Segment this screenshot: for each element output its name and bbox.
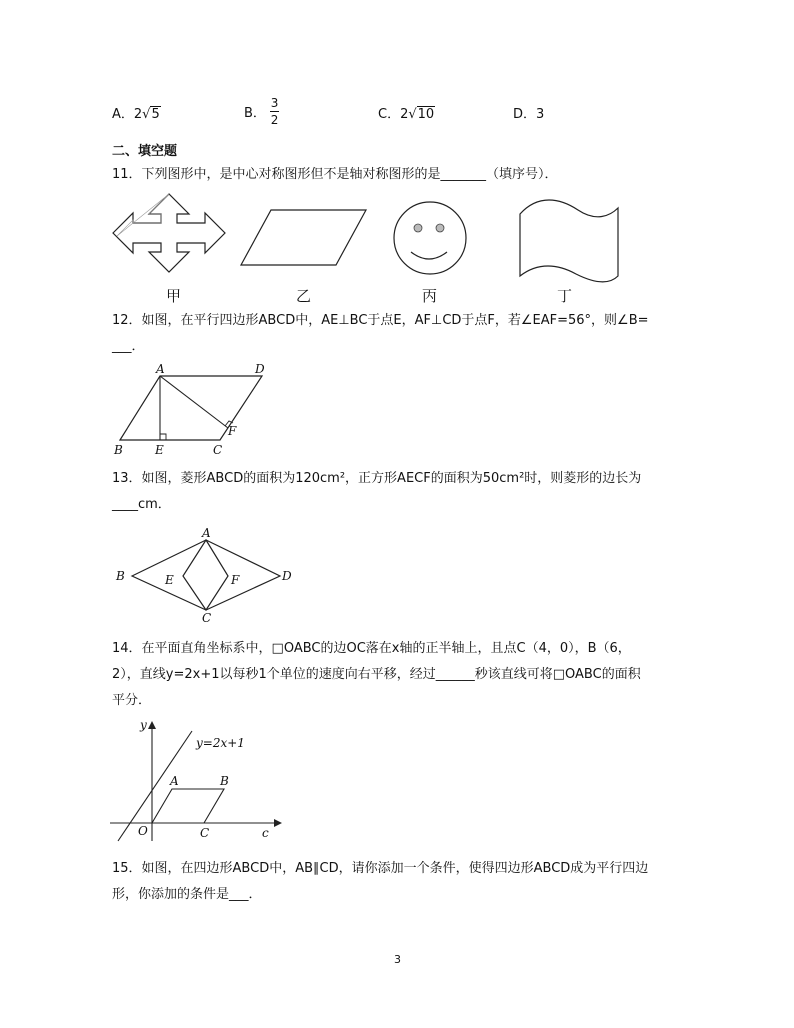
q15-line1: 15．如图，在四边形ABCD中，AB∥CD，请你添加一个条件，使得四边形ABCD成为平行四边 — [112, 861, 649, 876]
label-a: A — [156, 362, 165, 376]
page-number: 3 — [394, 953, 401, 966]
parallelogram-figure — [241, 210, 366, 265]
label-c: C — [200, 826, 210, 840]
option-a-label: A．2 — [112, 107, 143, 122]
section-title: 二、填空题 — [112, 144, 178, 159]
four-arrow-figure — [113, 194, 225, 272]
option-b-label: B． — [244, 106, 266, 121]
label-a: A — [202, 528, 211, 540]
smiley-figure — [394, 202, 466, 274]
q14-figure — [110, 715, 286, 843]
q11-text: 11．下列图形中，是中心对称图形但不是轴对称图形的是_______（填序号）． — [112, 167, 558, 182]
label-y-axis: y — [140, 718, 147, 732]
option-c-label: C．2 — [378, 107, 409, 122]
q11-caption-bing: 丙 — [422, 287, 438, 305]
label-e: E — [155, 443, 164, 457]
label-e: E — [165, 573, 174, 587]
q13-figure — [112, 528, 302, 624]
label-d: D — [282, 569, 292, 583]
q11-caption-jia: 甲 — [166, 287, 182, 305]
label-o: O — [138, 824, 148, 838]
q12-figure — [110, 362, 280, 458]
sqrt-icon: √ — [142, 107, 151, 122]
q14-line1: 14．在平面直角坐标系中，□OABC的边OC落在x轴的正半轴上，且点C（4，0），B（6， — [112, 641, 631, 656]
fraction-numerator: 3 — [270, 96, 279, 110]
label-b: B — [114, 443, 123, 457]
q12-line1: 12．如图，在平行四边形ABCD中，AE⊥BC于点E，AF⊥CD于点F，若∠EAF=56°，则∠B= — [112, 313, 649, 328]
label-a: A — [170, 774, 179, 788]
sqrt-icon: √ — [408, 107, 417, 122]
option-a — [112, 103, 161, 122]
option-c — [378, 103, 435, 122]
option-d: D．3 — [513, 107, 545, 122]
option-b-fraction — [270, 96, 279, 127]
label-b: B — [116, 569, 125, 583]
label-b: B — [220, 774, 229, 788]
fraction-denominator: 2 — [270, 113, 279, 127]
wavy-flag-figure — [520, 200, 618, 282]
q11-caption-yi: 乙 — [296, 287, 312, 305]
label-c: C — [202, 611, 212, 624]
label-line-equation: y=2x+1 — [196, 736, 245, 750]
q11-caption-ding: 丁 — [557, 287, 573, 305]
label-f: F — [228, 424, 237, 438]
q12-line2: ___． — [112, 339, 145, 354]
label-x-axis: c — [262, 826, 269, 840]
label-f: F — [231, 573, 240, 587]
q13-line1: 13．如图，菱形ABCD的面积为120cm²，正方形AECF的面积为50cm²时，则菱形的边长为 — [112, 471, 642, 486]
option-b — [244, 96, 279, 127]
q13-line2: ____cm． — [112, 497, 171, 512]
q11-figures — [108, 190, 628, 286]
q14-line3: 平分． — [112, 693, 152, 708]
option-a-radicand: 5 — [151, 107, 160, 122]
label-c: C — [213, 443, 223, 457]
q14-line2: 2），直线y=2x+1以每秒1个单位的速度向右平移，经过______秒该直线可将□OABC的面积 — [112, 667, 641, 682]
label-d: D — [255, 362, 265, 376]
option-c-radicand: 10 — [417, 107, 435, 122]
q15-line2: 形，你添加的条件是___． — [112, 887, 262, 902]
